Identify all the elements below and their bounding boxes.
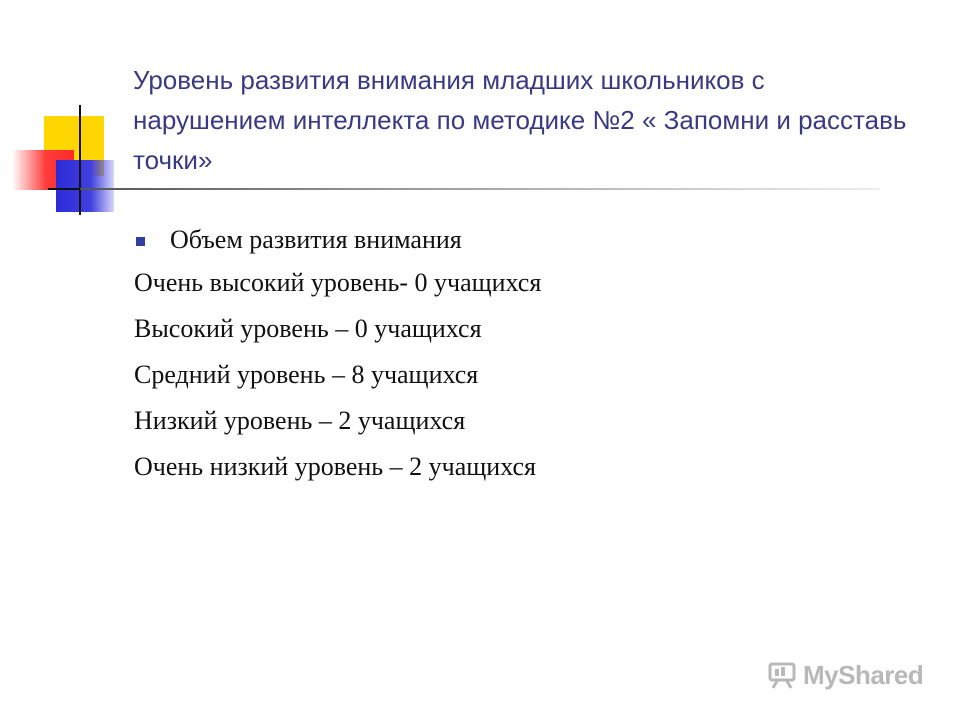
title-underline (80, 188, 880, 190)
level-line-high: Высокий уровень – 0 учащихся (134, 314, 482, 343)
bullet-square-icon (136, 237, 145, 246)
bullet-text: Объем развития внимания (170, 225, 462, 254)
slide-title: Уровень развития внимания младших школьников с нарушением интеллекта по методике №2 « Запомни и расставь точки» (133, 65, 907, 175)
level-line-low: Низкий уровень – 2 учащихся (134, 406, 466, 435)
level-line-very-high: Очень высокий уровень- 0 учащихся (134, 268, 542, 297)
bullet-item (134, 220, 894, 260)
blue-square (56, 160, 114, 212)
decorative-squares (0, 0, 140, 230)
watermark (767, 655, 923, 695)
level-line-medium: Средний уровень – 8 учащихся (134, 360, 479, 389)
slide-body (134, 220, 894, 490)
presentation-board-icon (767, 660, 797, 690)
vertical-rule (79, 105, 81, 215)
watermark-text: MyShared (803, 659, 924, 690)
level-line-very-low: Очень низкий уровень – 2 учащихся (134, 452, 536, 481)
